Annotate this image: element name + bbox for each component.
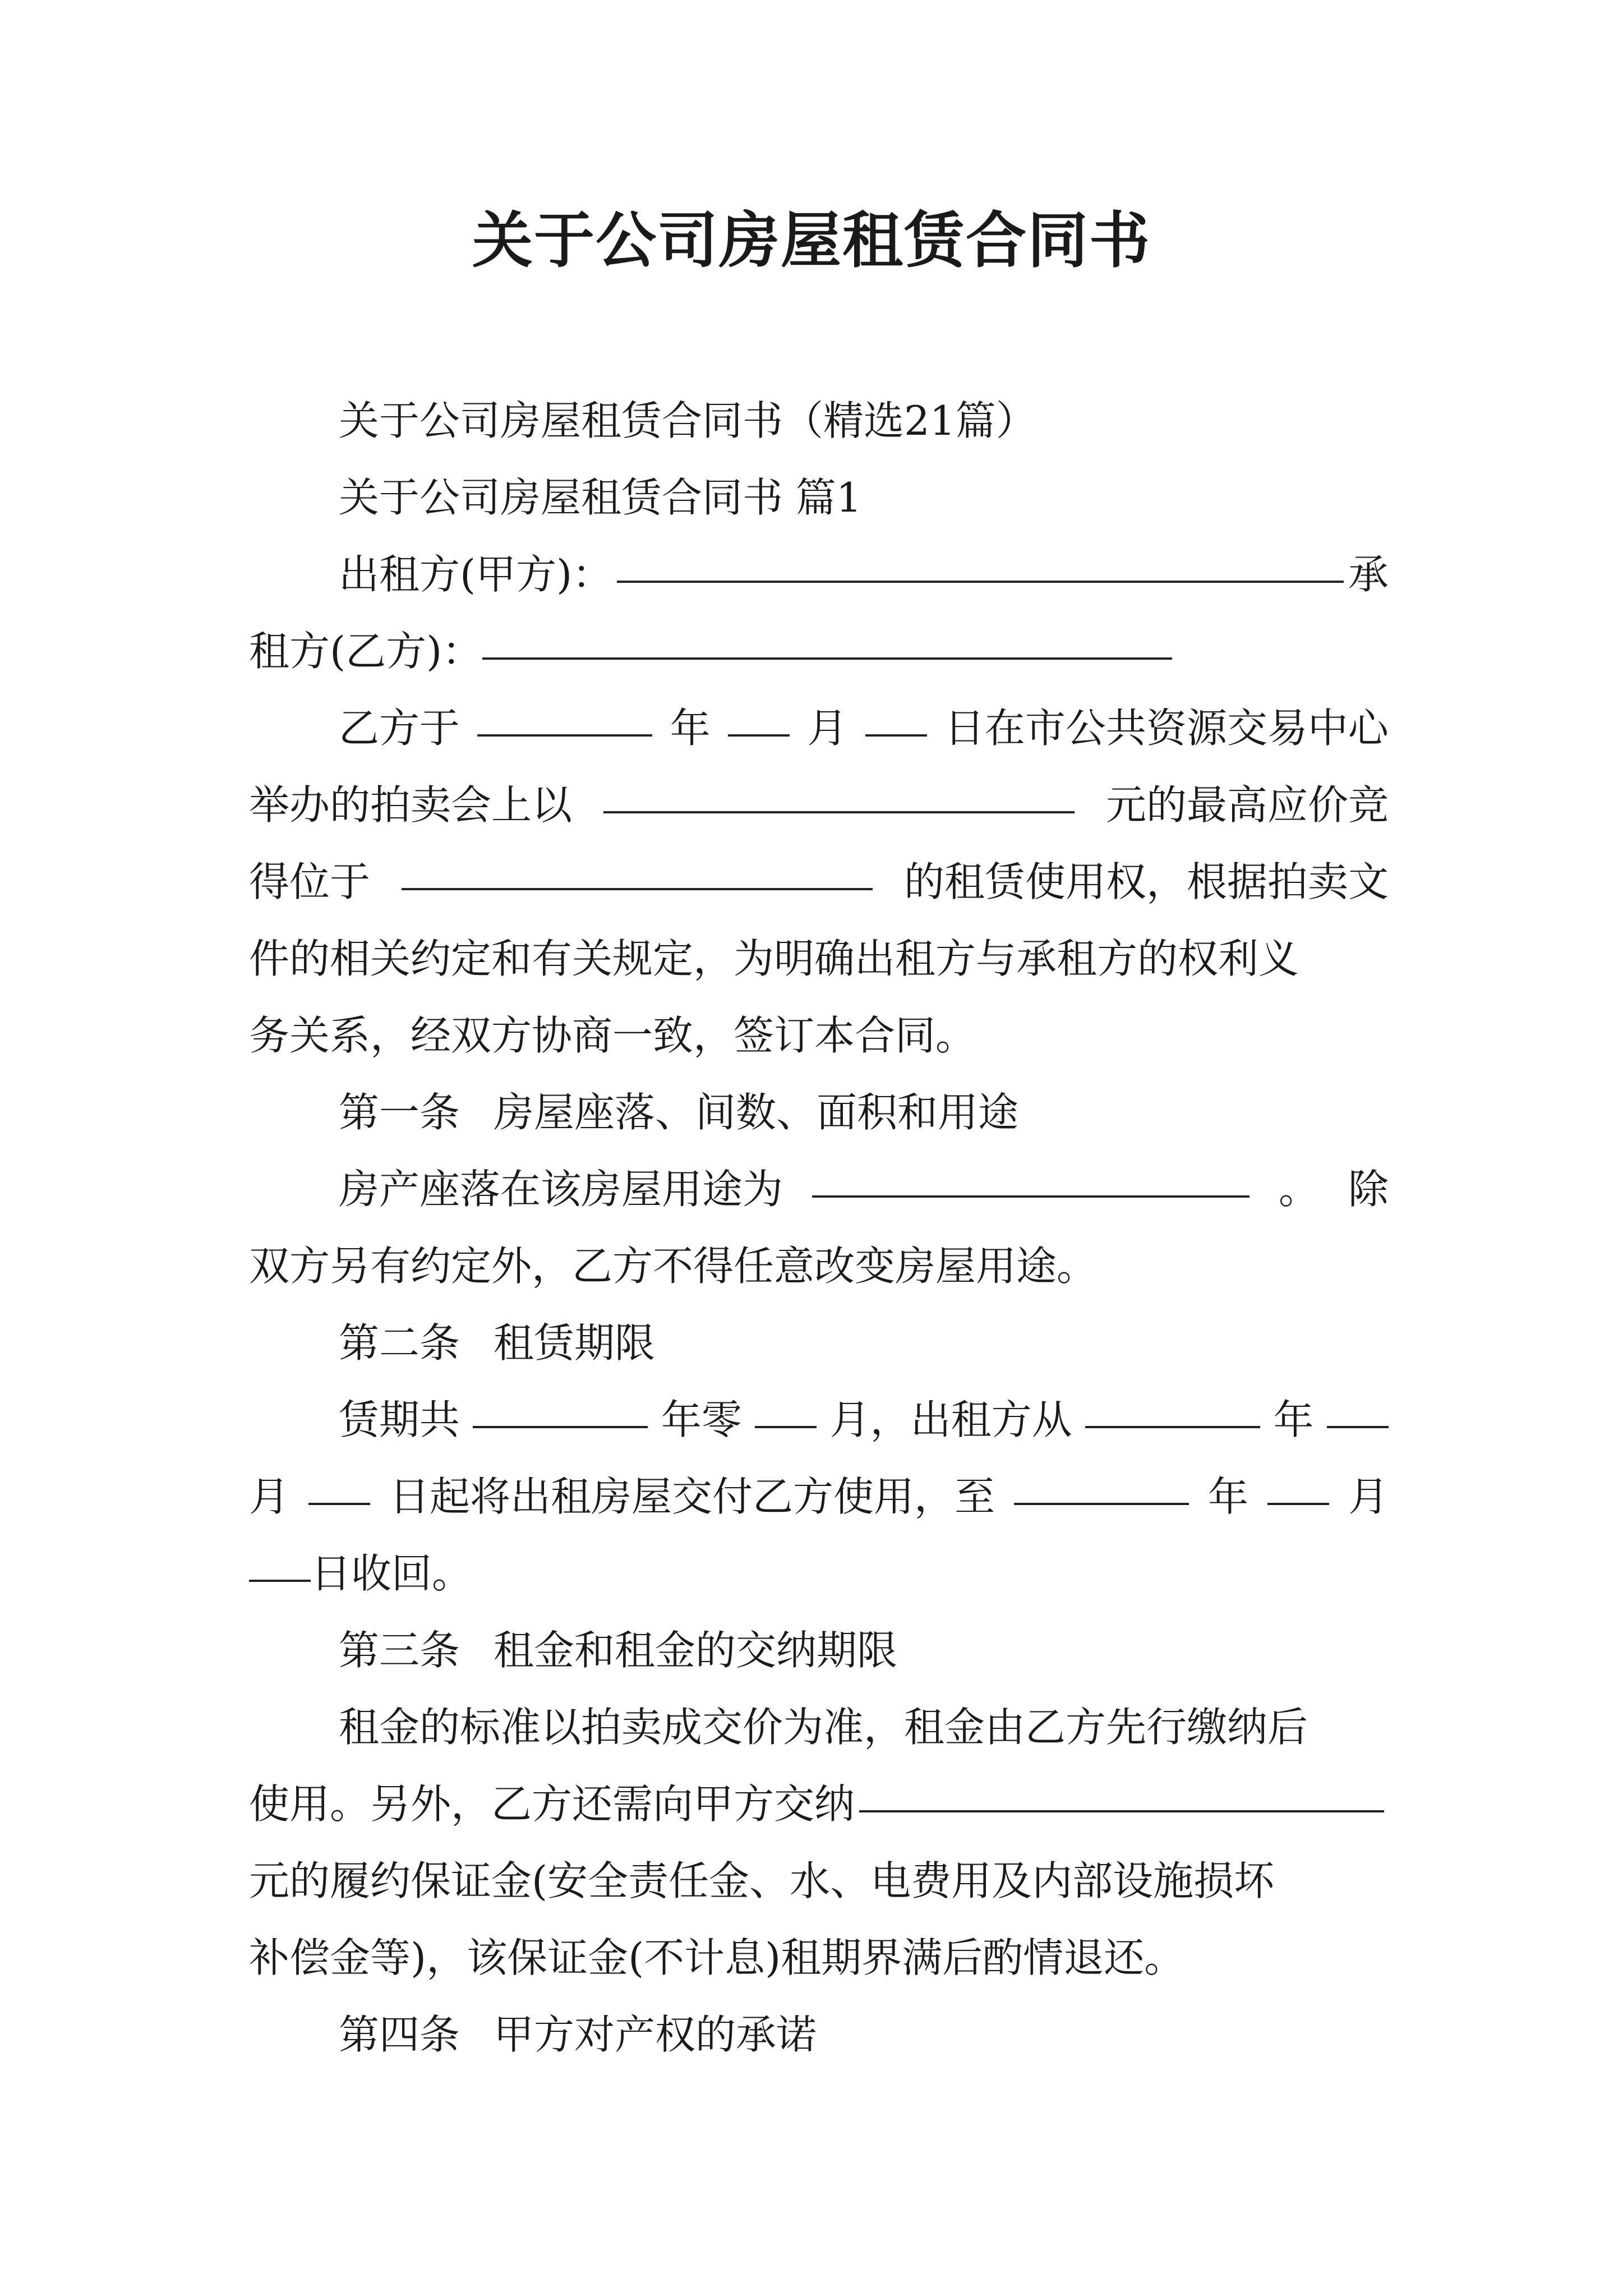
article2-line-1	[249, 1382, 1389, 1458]
subtitle-line	[249, 383, 1389, 459]
article-text: 日收回。	[311, 1550, 473, 1597]
end-day-blank	[249, 1577, 311, 1582]
article1-line-2	[249, 1228, 1389, 1305]
start-month-blank	[1327, 1424, 1389, 1428]
intro-text: 件的相关约定和有关规定，为明确出租方与承租方的权利义	[249, 935, 1299, 982]
article-text: 双方另有约定外，乙方不得任意改变房屋用途。	[249, 1243, 1098, 1290]
article-text: 月	[1348, 1473, 1389, 1520]
location-blank	[402, 886, 873, 890]
intro-text: 举办的拍卖会上以	[249, 781, 573, 829]
intro-text: 元的最高应价竞	[1105, 781, 1389, 829]
term-years-blank	[473, 1424, 648, 1428]
article3-line-3	[249, 1843, 1389, 1920]
end-month-blank	[1267, 1501, 1329, 1505]
intro-text: 务关系，经双方协商一致，签订本合同。	[249, 1012, 976, 1059]
article-title: 甲方对产权的承诺	[494, 2011, 817, 2058]
intro-text: 年	[670, 705, 711, 752]
document-title: 关于公司房屋租赁合同书	[472, 206, 1151, 276]
date-year-blank	[477, 732, 652, 737]
intro-text: 月	[807, 705, 848, 752]
article-text: 除	[1348, 1166, 1389, 1213]
article-number: 第四条	[339, 2011, 460, 2058]
intro-line-3	[249, 844, 1389, 921]
house-use-blank	[812, 1193, 1249, 1198]
section-heading-line	[249, 459, 1389, 536]
date-day-blank	[865, 732, 927, 737]
article1-heading	[249, 1074, 1389, 1151]
intro-line-1	[249, 690, 1389, 767]
article-text: 房产座落在该房屋用途为	[339, 1166, 783, 1213]
intro-line-2	[249, 767, 1389, 844]
article-text: 补偿金等)，该保证金(不计息)租期界满后酌情退还。	[249, 1934, 1185, 1981]
article-text: 租金的标准以拍卖成交价为准，租金由乙方先行缴纳后	[339, 1704, 1308, 1751]
intro-text: 得位于	[249, 858, 371, 905]
article-text: 赁期共	[339, 1396, 460, 1443]
lessee-label-part1: 承	[1348, 551, 1389, 598]
article-title: 租赁期限	[494, 1319, 656, 1366]
lessee-blank	[482, 655, 1172, 660]
deposit-blank	[859, 1808, 1384, 1812]
article-number: 第三条	[339, 1627, 460, 1674]
article-text: 使用。另外，乙方还需向甲方交纳	[249, 1780, 855, 1828]
intro-text: 的租赁使用权，根据拍卖文	[903, 858, 1389, 905]
article-title: 房屋座落、间数、面积和用途	[494, 1089, 1019, 1136]
lessee-line	[249, 613, 1389, 690]
lessor-blank	[617, 578, 1344, 583]
intro-line-5	[249, 997, 1389, 1074]
article-text: 年零	[661, 1396, 742, 1443]
term-months-blank	[755, 1424, 817, 1428]
document-subtitle: 关于公司房屋租赁合同书（精选21篇）	[339, 397, 1036, 444]
intro-line-4	[249, 921, 1389, 997]
article-text: 年	[1207, 1473, 1248, 1520]
intro-text: 日在市公共资源交易中心	[944, 705, 1389, 752]
document-body	[249, 383, 1389, 2073]
article1-line-1	[249, 1151, 1389, 1228]
end-year-blank	[1014, 1501, 1189, 1505]
article-text: 日起将出租房屋交付乙方使用，至	[389, 1473, 995, 1520]
article2-line-3	[249, 1535, 1389, 1612]
intro-text: 乙方于	[339, 705, 460, 752]
article-number: 第一条	[339, 1089, 460, 1136]
article-text: 月	[249, 1473, 290, 1520]
article-text: 。	[1278, 1166, 1319, 1213]
start-day-blank	[308, 1501, 370, 1505]
article-title: 租金和租金的交纳期限	[494, 1627, 898, 1674]
article2-line-2	[249, 1458, 1389, 1535]
article3-line-1	[249, 1689, 1389, 1766]
date-month-blank	[728, 732, 790, 737]
article2-heading	[249, 1305, 1389, 1382]
article3-line-4	[249, 1920, 1389, 1996]
article4-heading	[249, 1996, 1389, 2073]
article3-heading	[249, 1612, 1389, 1689]
article-text: 元的履约保证金(安全责任金、水、电费用及内部设施损坏	[249, 1857, 1275, 1904]
article-text: 月，出租方从	[829, 1396, 1072, 1443]
start-year-blank	[1085, 1424, 1260, 1428]
article-text: 年	[1273, 1396, 1314, 1443]
price-blank	[603, 809, 1075, 813]
lessee-label-part2: 租方(乙方)：	[249, 628, 483, 675]
lessor-label: 出租方(甲方)：	[339, 551, 613, 598]
article3-line-2	[249, 1766, 1389, 1843]
article-number: 第二条	[339, 1319, 460, 1366]
lessor-line	[249, 536, 1389, 613]
section-heading: 关于公司房屋租赁合同书 篇1	[339, 474, 862, 521]
